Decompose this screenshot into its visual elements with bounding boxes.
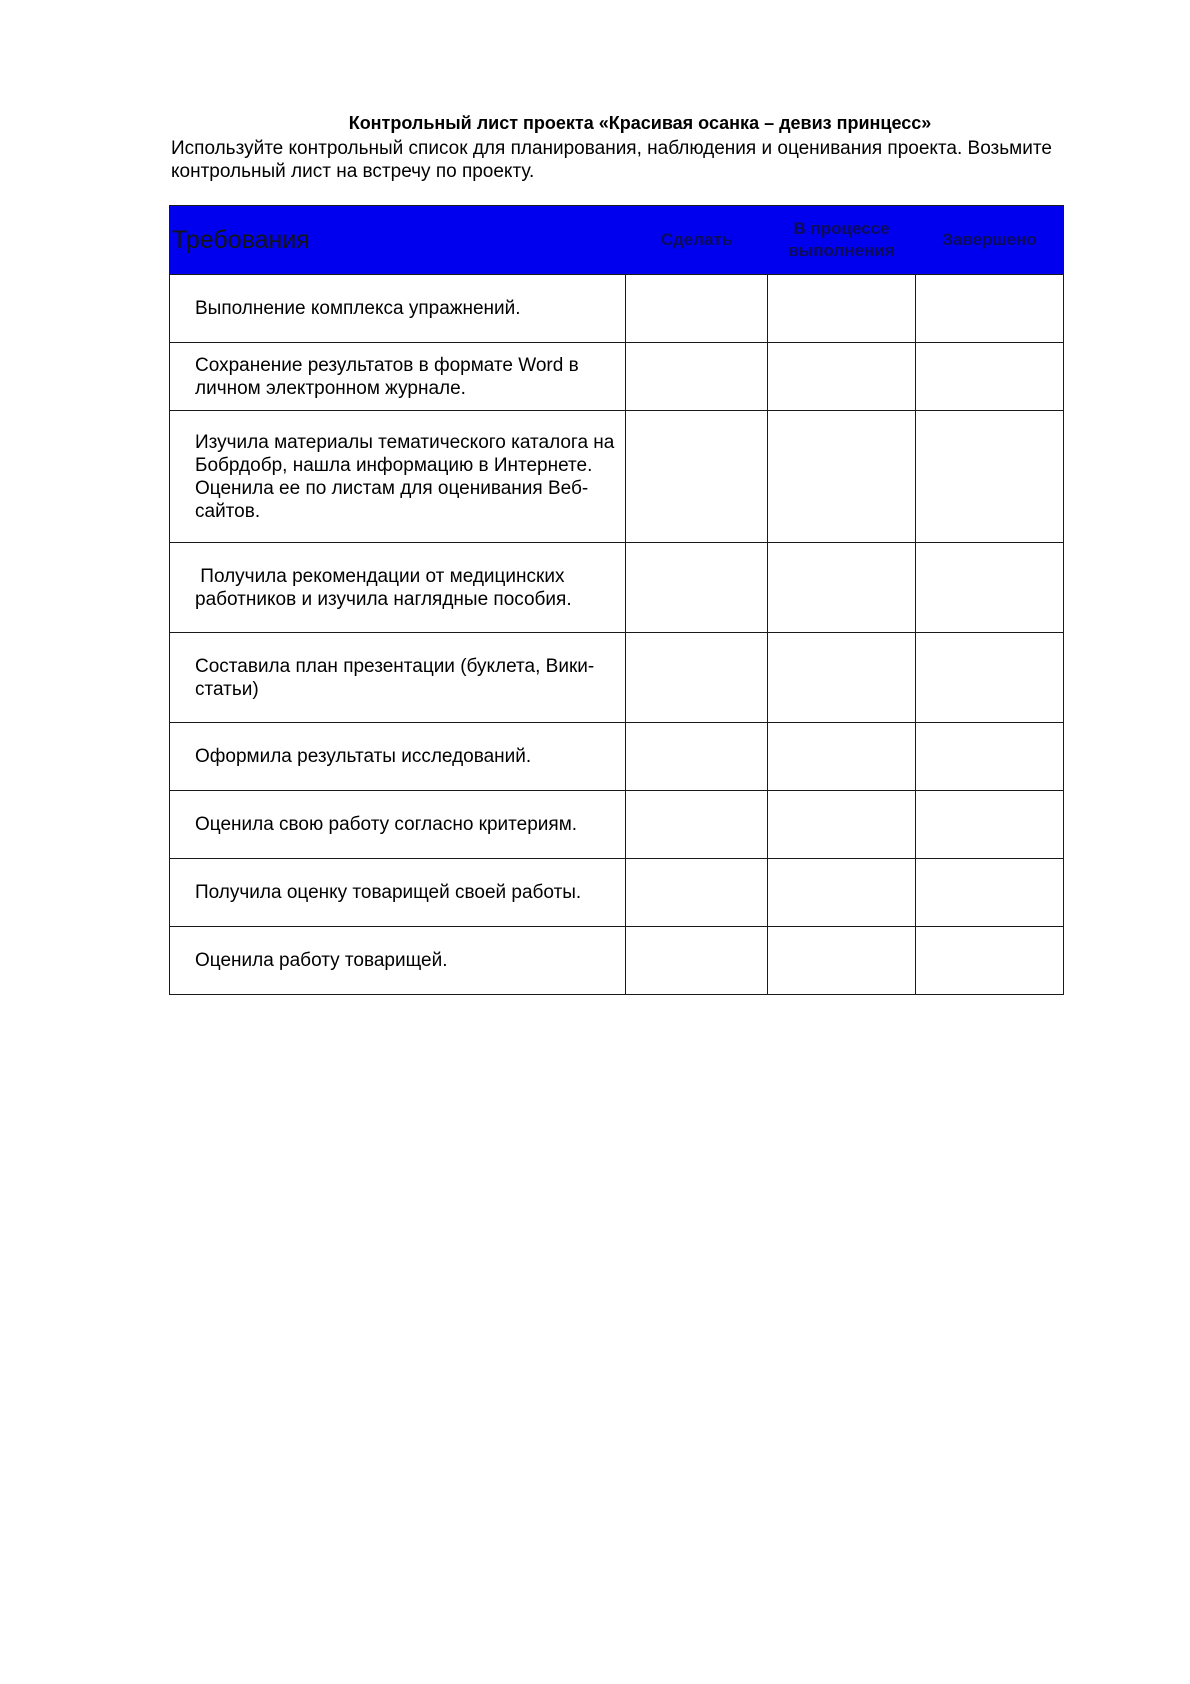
- requirement-cell: Получила рекомендации от медицинских работников и изучила наглядные пособия.: [170, 543, 626, 633]
- todo-cell[interactable]: [626, 791, 768, 859]
- header-todo: Сделать: [626, 206, 768, 275]
- requirement-cell: Получила оценку товарищей своей работы.: [170, 859, 626, 927]
- done-cell[interactable]: [916, 927, 1064, 995]
- table-row: [170, 275, 1064, 343]
- requirement-cell: Выполнение комплекса упражнений.: [170, 275, 626, 343]
- intro-paragraph: Используйте контрольный список для планирования, наблюдения и оценивания проекта. Возьмите контрольный лист на встречу по проекту.: [171, 138, 1052, 182]
- done-cell[interactable]: [916, 411, 1064, 543]
- todo-cell[interactable]: [626, 275, 768, 343]
- todo-cell[interactable]: [626, 411, 768, 543]
- in-progress-cell[interactable]: [768, 927, 916, 995]
- done-cell[interactable]: [916, 275, 1064, 343]
- todo-cell[interactable]: [626, 543, 768, 633]
- in-progress-cell[interactable]: [768, 275, 916, 343]
- todo-cell[interactable]: [626, 343, 768, 411]
- done-cell[interactable]: [916, 723, 1064, 791]
- requirement-cell: Оценила свою работу согласно критериям.: [170, 791, 626, 859]
- in-progress-cell[interactable]: [768, 859, 916, 927]
- table-row: [170, 543, 1064, 633]
- todo-cell[interactable]: [626, 723, 768, 791]
- table-row: [170, 633, 1064, 723]
- requirement-cell: Сохранение результатов в формате Word в личном электронном журнале.: [170, 343, 626, 411]
- table-row: [170, 343, 1064, 411]
- done-cell[interactable]: [916, 343, 1064, 411]
- page-title: Контрольный лист проекта «Красивая осанка – девиз принцесс»: [348, 113, 932, 133]
- todo-cell[interactable]: [626, 927, 768, 995]
- in-progress-cell[interactable]: [768, 791, 916, 859]
- requirement-cell: Составила план презентации (буклета, Вики-статьи): [170, 633, 626, 723]
- table-row: [170, 411, 1064, 543]
- in-progress-cell[interactable]: [768, 543, 916, 633]
- checklist-table: [169, 205, 1064, 995]
- done-cell[interactable]: [916, 859, 1064, 927]
- requirement-cell: Изучила материалы тематического каталога на Бобрдобр, нашла информацию в Интернете. Оценила ее по листам для оценивания Веб-сайтов.: [170, 411, 626, 543]
- todo-cell[interactable]: [626, 859, 768, 927]
- in-progress-cell[interactable]: [768, 343, 916, 411]
- in-progress-cell[interactable]: [768, 723, 916, 791]
- table-row: [170, 859, 1064, 927]
- table-row: [170, 723, 1064, 791]
- in-progress-cell[interactable]: [768, 633, 916, 723]
- table-row: [170, 927, 1064, 995]
- done-cell[interactable]: [916, 791, 1064, 859]
- table-row: [170, 791, 1064, 859]
- table-header-row: [170, 206, 1064, 275]
- todo-cell[interactable]: [626, 633, 768, 723]
- header-done: Завершено: [916, 206, 1064, 275]
- header-requirements: Требования: [170, 206, 626, 275]
- done-cell[interactable]: [916, 633, 1064, 723]
- header-in-progress: В процессе выполнения: [768, 206, 916, 275]
- in-progress-cell[interactable]: [768, 411, 916, 543]
- done-cell[interactable]: [916, 543, 1064, 633]
- requirement-cell: Оценила работу товарищей.: [170, 927, 626, 995]
- requirement-cell: Оформила результаты исследований.: [170, 723, 626, 791]
